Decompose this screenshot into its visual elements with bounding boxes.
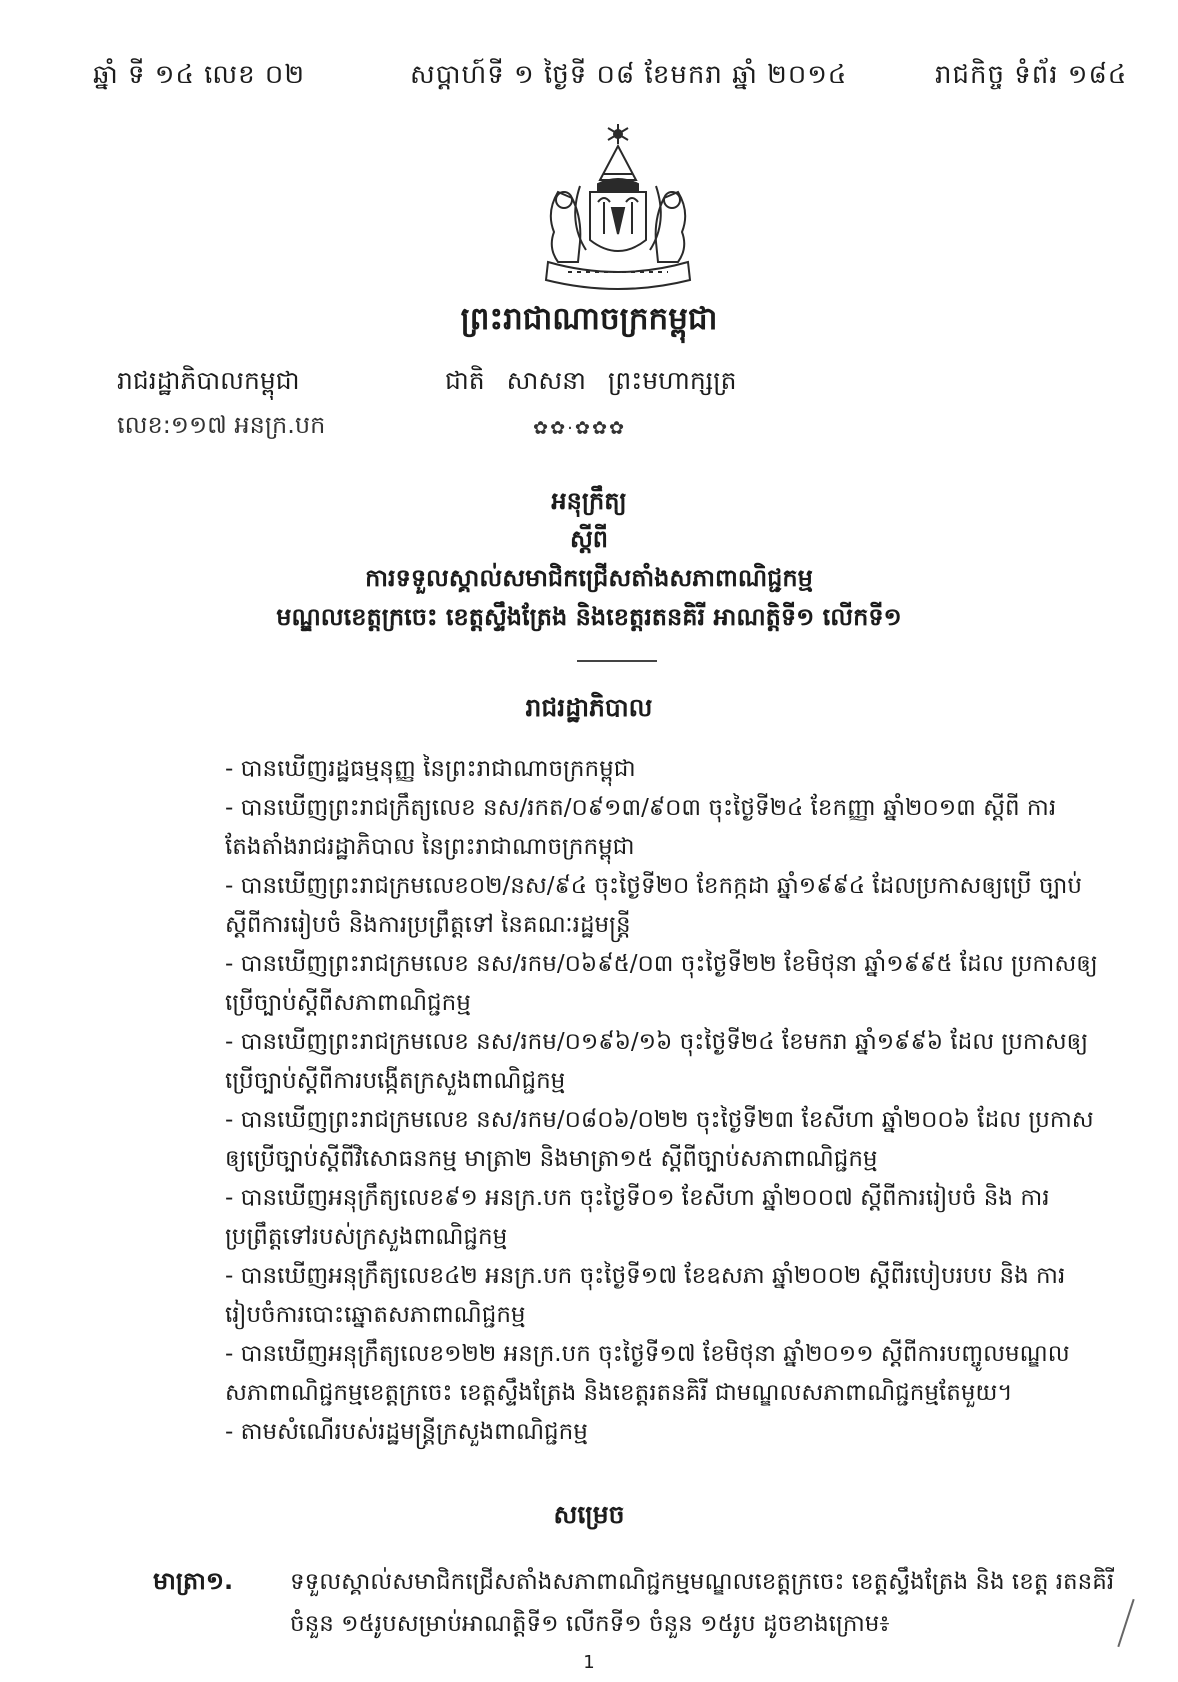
- article-text: ទទួលស្គាល់សមាជិកជ្រើសតាំងសភាពាណិជ្ជកម្មមណ្ឌលខេត្តក្រចេះ ខេត្តស្ទឹងត្រែង និង ខេត្ត រតនគិរី ចំនួន ១៥រូបសម្រាប់អាណត្តិទី១ លើកទី១ ចំនួន ១៥រូប ដូចខាងក្រោម៖: [290, 1569, 1115, 1637]
- header-date: សប្តាហ៍ទី ១ ថ្ងៃទី ០៨ ខែមករា ឆ្នាំ ២០១៤: [410, 60, 848, 90]
- visa-item: - បានឃើញអនុក្រឹត្យលេខ១២២ អនក្រ.បក ចុះថ្ងៃទី១៧ ខែមិថុនា ឆ្នាំ២០១១ ស្តីពីការបញ្ចូលមណ្ឌល សភាពាណិជ្ជកម្មខេត្តក្រចេះ ខេត្តស្ទឹងត្រែង និងខេត្តរតនគិរី ជាមណ្ឌលសភាពាណិជ្ជកម្មតែមួយ។: [225, 1341, 1070, 1406]
- government-name: រាជរដ្ឋាភិបាលកម្ពុជា: [117, 366, 300, 395]
- visa-item: - បានឃើញអនុក្រឹត្យលេខ៤២ អនក្រ.បក ចុះថ្ងៃទី១៧ ខែឧសភា ឆ្នាំ២០០២ ស្តីពីរបៀបរបប និង ការរៀបចំការបោះឆ្នោតសភាពាណិជ្ជកម្ម: [225, 1263, 1066, 1328]
- article-label: មាត្រា១.: [153, 1567, 234, 1595]
- title-divider: [577, 660, 657, 662]
- visa-item: - បានឃើញអនុក្រឹត្យលេខ៩១ អនក្រ.បក ចុះថ្ងៃទី០១ ខែសីហា ឆ្នាំ២០០៧ ស្តីពីការរៀបចំ និង ការប្រព្រឹត្តទៅរបស់ក្រសួងពាណិជ្ជកម្ម: [225, 1185, 1050, 1250]
- ornament-divider: ✿✿·✿✿✿: [533, 418, 627, 439]
- visa-item: - បានឃើញព្រះរាជក្រមលេខ នស/រកម/០៨០៦/០២២ ចុះថ្ងៃទី២៣ ខែសីហា ឆ្នាំ២០០៦ ដែល ប្រកាសឲ្យប្រើច្បាប់ស្តីពីវិសោធនកម្ម មាត្រា២ និងមាត្រា១៥ ស្តីពីច្បាប់សភាពាណិជ្ជកម្ម: [225, 1107, 1094, 1172]
- visa-item: - បានឃើញព្រះរាជក្រមលេខ នស/រកម/០៦៩៥/០៣ ចុះថ្ងៃទី២២ ខែមិថុនា ឆ្នាំ១៩៩៥ ដែល ប្រកាសឲ្យប្រើច្បាប់ស្តីពីសភាពាណិជ្ជកម្ម: [225, 951, 1098, 1016]
- decision-heading: សម្រេច: [553, 1500, 625, 1529]
- document-about: ស្តីពី: [569, 525, 609, 553]
- visa-item: - បានឃើញព្រះរាជក្រមលេខ នស/រកម/០១៩៦/១៦ ចុះថ្ងៃទី២៤ ខែមករា ឆ្នាំ១៩៩៦ ដែល ប្រកាសឲ្យប្រើច្បាប់ស្តីពីការបង្កើតក្រសួងពាណិជ្ជកម្ម: [225, 1029, 1089, 1094]
- kingdom-title: ព្រះរាជាណាចក្រកម្ពុជា: [460, 301, 718, 337]
- visa-item: - បានឃើញព្រះរាជក្រឹត្យលេខ នស/រកត/០៩១៣/៩០៣ ចុះថ្ងៃទី២៤ ខែកញ្ញា ឆ្នាំ២០១៣ ស្តីពី ការតែងតាំងរាជរដ្ឋាភិបាល នៃព្រះរាជាណាចក្រកម្ពុជា: [225, 795, 1057, 860]
- visa-item: - បានឃើញព្រះរាជក្រមលេខ០២/នស/៩៤ ចុះថ្ងៃទី២០ ខែកក្កដា ឆ្នាំ១៩៩៤ ដែលប្រកាសឲ្យប្រើ ច្បាប់ស្តីពីការរៀបចំ និងការប្រព្រឹត្តទៅ នៃគណៈរដ្ឋមន្ត្រី: [225, 873, 1082, 938]
- visa-item: - តាមសំណើរបស់រដ្ឋមន្ត្រីក្រសួងពាណិជ្ជកម្ម: [225, 1419, 588, 1445]
- issuer-heading: រាជរដ្ឋាភិបាល: [525, 693, 653, 722]
- document-type: អនុក្រឹត្យ: [551, 487, 627, 515]
- document-subject-line1: ការទទួលស្គាល់សមាជិកជ្រើសតាំងសភាពាណិជ្ជកម្ម: [365, 564, 813, 592]
- document-subject-line2: មណ្ឌលខេត្តក្រចេះ ខេត្តស្ទឹងត្រែង និងខេត្តរតនគិរី អាណត្តិទី១ លើកទី១: [276, 603, 902, 631]
- visa-list: [225, 750, 1105, 1452]
- header-issue: ឆ្នាំ ទី ១៤ លេខ ០២: [93, 60, 306, 90]
- visa-item: - បានឃើញរដ្ឋធម្មនុញ្ញ នៃព្រះរាជាណាចក្រកម្ពុជា: [225, 756, 636, 782]
- royal-coat-of-arms-icon: [528, 122, 708, 297]
- page-number: 1: [583, 1652, 595, 1673]
- national-motto: ជាតិ សាសនា ព្រះមហាក្សត្រ: [445, 366, 737, 395]
- reference-number: លេខ:១១៧ អនក្រ.បក: [117, 411, 326, 439]
- header-page-ref: រាជកិច្ច ទំព័រ ១៨៤: [935, 60, 1128, 90]
